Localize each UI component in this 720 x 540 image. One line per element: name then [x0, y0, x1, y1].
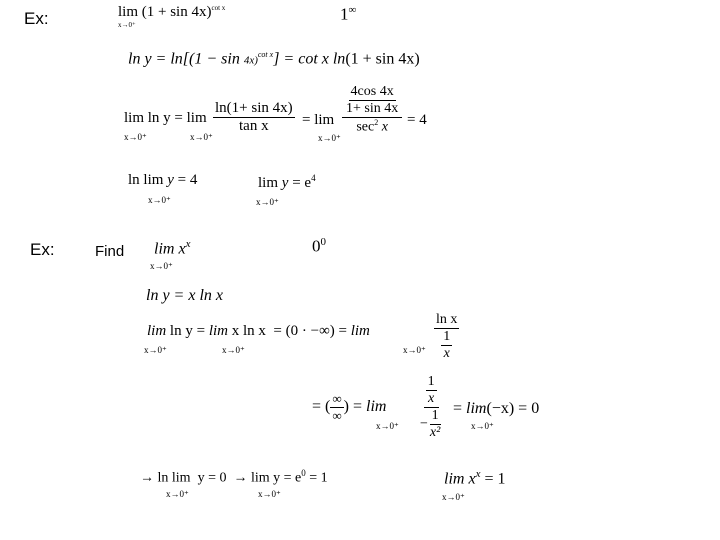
ex2-step3-frac: $\frac{1}{x}$ − $\frac{1}{\text{x²}}$: [420, 374, 441, 440]
ex2-step3: = ( $\frac{\infty}{\infty}$ ) = lim: [312, 391, 387, 423]
ex1-step2-sub2: x→0⁺: [190, 132, 213, 142]
ex1-problem: $\lim (1 + \sin 4x)^{cot x}$ x→0⁺: [118, 4, 226, 29]
ex1-step3-sub: x→0⁺: [148, 195, 171, 205]
ex1-step1: $\ln y = \ln[(1 - \sin 4x)^{cot x}] = \cot x$ ln(1 + sin 4x): [128, 50, 420, 68]
ex2-step4-sub2: x→0⁺: [258, 489, 281, 499]
ex2-problem-sub: x→0⁺: [150, 261, 173, 271]
ex2-step2-sub3: x→0⁺: [403, 345, 426, 355]
ex1-step2-sub1: x→0⁺: [124, 132, 147, 142]
ex1-step2-frac2: $\frac{\frac{4\cos 4x}{1+ \sin 4x}}{\sec^2 x}$: [342, 84, 402, 136]
ex2-label: Ex:: [30, 240, 55, 259]
ex2-step2-sub2: x→0⁺: [222, 345, 245, 355]
ex2-step1: ln y = x ln x: [146, 287, 223, 304]
ex2-step3-sub2: x→0⁺: [471, 421, 494, 431]
ex1-step2-sub3: x→0⁺: [318, 133, 341, 143]
ex2-step2-frac: $\frac{\text{ln x}}{\frac{1}{x}}$: [436, 312, 458, 361]
ex2-find: Find: [95, 243, 125, 260]
ex1-step3b: $\lim y = e^4$: [258, 173, 316, 191]
ex1-step3b-sub: x→0⁺: [256, 197, 279, 207]
ex2-step2-sub1: x→0⁺: [144, 345, 167, 355]
ex1-step3: ln lim y = 4: [128, 172, 198, 188]
ex2-indeterminate-form: $0^0$: [312, 236, 326, 256]
ex1-step2-result: = 4: [407, 112, 427, 128]
ex1-step2-eqlim: = lim: [302, 112, 335, 128]
ex2-step4: → $\ln \lim y = 0 \to \lim y = e^0 = 1$: [140, 468, 328, 486]
ex2-step2: lim ln y = lim x ln x = (0 · −∞) = lim: [147, 323, 370, 339]
ex2-step4-sub1: x→0⁺: [166, 489, 189, 499]
ex2-final-result: $\lim x^x = 1$: [444, 468, 506, 488]
ex1-step2-lim: lim ln y = lim: [124, 110, 207, 126]
ex2-step3-sub: x→0⁺: [376, 421, 399, 431]
ex2-step3-rhs: = lim(−x) = 0: [453, 400, 540, 417]
ex2-problem: $\lim x^x$: [154, 238, 191, 258]
ex2-final-sub: x→0⁺: [442, 492, 465, 502]
ex1-step2-frac1: $\frac{\ln(1+ \sin 4x)}{\text{tan x}}$: [215, 100, 293, 134]
ex1-label: Ex:: [24, 9, 49, 28]
ex1-indeterminate-form: 1∞: [340, 4, 357, 24]
